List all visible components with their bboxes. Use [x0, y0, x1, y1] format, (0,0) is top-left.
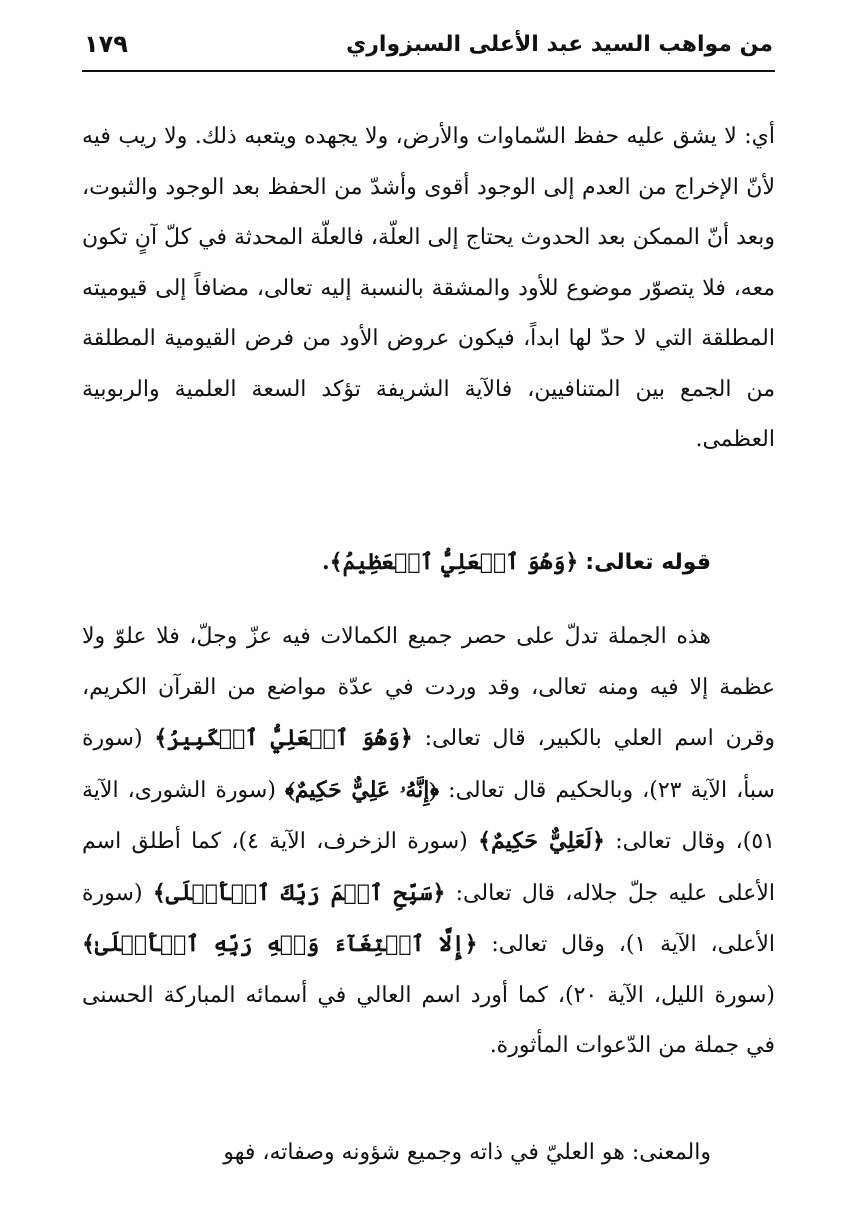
- quran-quote: ﴿لَعَلِيٌّ حَكِيمٌ﴾: [478, 828, 605, 854]
- quran-quote: ﴿وَهُوَ ٱلۡعَلِيُّ ٱلۡكَبِيرُ﴾: [154, 725, 413, 751]
- text-segment: هذه الجملة تدلّ على حصر جميع الكمالات فيه عزّ وجلّ، فلا علوّ ولا عظمة إلا فيه ومنه تعالى، وقد وردت في عدّة مواضع من القرآن الكريم، وقرن اسم العلي بالكبير، قال تعالى:: [82, 624, 776, 751]
- commentary-block: [82, 612, 775, 1072]
- paragraph-meaning: والمعنى: هو العليّ في ذاته وجميع شؤونه وصفاته، فهو: [223, 1140, 711, 1165]
- text-segment: (سورة الليل، الآية ٢٠)، كما أورد اسم العالي في أسمائه المباركة الحسنى في جملة من الدّعوات المأثورة.: [82, 982, 775, 1058]
- quran-quote: ﴿سَبِّحِ ٱسۡمَ رَبِّكَ ٱلۡأَعۡلَى﴾: [152, 879, 446, 906]
- running-header: [84, 28, 773, 70]
- header-divider: [82, 70, 775, 72]
- paragraph-commentary: [82, 612, 775, 1072]
- running-title: من مواهب السيد عبد الأعلى السبزواري: [346, 32, 773, 57]
- quran-quote: ﴿إِنَّهُۥ عَلِيٌّ حَكِيمٌ﴾: [284, 776, 440, 803]
- page-number: ١٧٩: [84, 30, 128, 58]
- text-segment: (سورة الشورى، الآية ٥١)، وقال تعالى:: [82, 777, 776, 854]
- text-segment: (سورة الزخرف، الآية ٤)، كما أطلق اسم الأعلى عليه جلّ جلاله، قال تعالى:: [82, 829, 775, 906]
- verse-heading-label: قوله تعالى:: [585, 550, 711, 575]
- quran-quote: ﴿إِلَّا ٱبۡتِغَآءَ وَجۡهِ رَبِّهِ ٱلۡأَعۡلَىٰ﴾: [82, 931, 478, 957]
- verse-heading: [82, 536, 775, 589]
- verse-heading-text: ﴿وَهُوَ ٱلۡعَلِيُّ ٱلۡعَظِيمُ﴾.: [322, 549, 579, 575]
- main-text: [82, 112, 775, 466]
- meaning-block: [82, 1128, 775, 1179]
- paragraph-explanation: أي: لا يشق عليه حفظ السّماوات والأرض، ولا يجهده ويتعبه ذلك. ولا ريب فيه لأنّ الإخراج من العدم إلى الوجود أقوى وأشدّ من الحفظ بعد الوجود والثبوت، وبعد أنّ الممكن بعد الحدوث يحتاج إلى العلّة، فالعلّة المحدثة في كلّ آنٍ تكون معه، فلا يتصوّر موضوع للأود والمشقة بالنسبة إليه تعالى، مضافاً إلى قيوميته المطلقة التي لا حدّ لها ابداً، فيكون عروض الأود من فرض القيومية المطلقة من الجمع بين المتنافيين، فالآية الشريفة تؤكد السعة العلمية والربوبية العظمى.: [82, 124, 775, 452]
- text-segment: (سورة سبأ، الآية ٢٣)، وبالحكيم قال تعالى:: [82, 726, 775, 803]
- text-segment: (سورة الأعلى، الآية ١)، وقال تعالى:: [82, 880, 775, 957]
